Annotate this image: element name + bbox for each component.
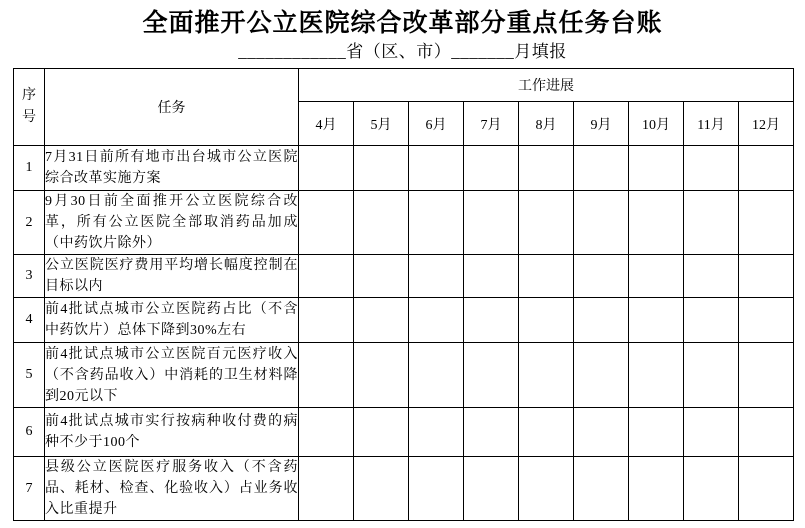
progress-cell bbox=[354, 298, 409, 343]
progress-cell bbox=[409, 457, 464, 521]
header-month-jul: 7月 bbox=[464, 102, 519, 146]
header-serial-number bbox=[14, 69, 45, 146]
task-cell: 9月30日前全面推开公立医院综合改革，所有公立医院全部取消药品加成（中药饮片除外） bbox=[45, 191, 299, 255]
month-blank-line: _______ bbox=[451, 42, 515, 61]
header-month-jun: 6月 bbox=[409, 102, 464, 146]
header-month-apr: 4月 bbox=[299, 102, 354, 146]
progress-cell bbox=[739, 408, 794, 457]
progress-cell bbox=[299, 408, 354, 457]
progress-cell bbox=[519, 298, 574, 343]
province-label: 省（区、市） bbox=[346, 42, 452, 61]
progress-cell bbox=[464, 191, 519, 255]
progress-cell bbox=[739, 457, 794, 521]
task-cell: 前4批试点城市公立医院百元医疗收入（不含药品收入）中消耗的卫生材料降到20元以下 bbox=[45, 343, 299, 408]
progress-cell bbox=[299, 191, 354, 255]
progress-cell bbox=[739, 343, 794, 408]
task-cell: 前4批试点城市实行按病种收付费的病种不少于100个 bbox=[45, 408, 299, 457]
progress-cell bbox=[409, 298, 464, 343]
task-ledger-table bbox=[13, 68, 794, 521]
progress-cell bbox=[684, 191, 739, 255]
header-month-oct: 10月 bbox=[629, 102, 684, 146]
progress-cell bbox=[409, 343, 464, 408]
row-number: 2 bbox=[14, 191, 45, 255]
page-title: 全面推开公立医院综合改革部分重点任务台账 bbox=[142, 10, 663, 37]
header-task: 任务 bbox=[45, 69, 299, 146]
table-row bbox=[14, 191, 794, 255]
row-number: 6 bbox=[14, 408, 45, 457]
progress-cell bbox=[464, 255, 519, 298]
progress-cell bbox=[629, 255, 684, 298]
progress-cell bbox=[574, 146, 629, 191]
row-number: 7 bbox=[14, 457, 45, 521]
progress-cell bbox=[409, 146, 464, 191]
progress-cell bbox=[409, 191, 464, 255]
progress-cell bbox=[574, 191, 629, 255]
progress-cell bbox=[629, 146, 684, 191]
progress-cell bbox=[739, 298, 794, 343]
province-blank-line: ____________ bbox=[238, 42, 347, 61]
progress-cell bbox=[299, 298, 354, 343]
table-row bbox=[14, 343, 794, 408]
progress-cell bbox=[739, 146, 794, 191]
progress-cell bbox=[574, 343, 629, 408]
table-row bbox=[14, 146, 794, 191]
progress-cell bbox=[629, 191, 684, 255]
table-row bbox=[14, 457, 794, 521]
row-number: 4 bbox=[14, 298, 45, 343]
progress-cell bbox=[299, 457, 354, 521]
header-row-progress bbox=[14, 69, 794, 102]
progress-cell bbox=[464, 146, 519, 191]
progress-cell bbox=[354, 255, 409, 298]
progress-cell bbox=[739, 191, 794, 255]
progress-cell bbox=[354, 343, 409, 408]
progress-cell bbox=[629, 298, 684, 343]
progress-cell bbox=[519, 457, 574, 521]
header-month-dec: 12月 bbox=[739, 102, 794, 146]
progress-cell bbox=[684, 298, 739, 343]
table-row bbox=[14, 408, 794, 457]
progress-cell bbox=[299, 255, 354, 298]
progress-cell bbox=[409, 408, 464, 457]
progress-cell bbox=[629, 343, 684, 408]
progress-cell bbox=[684, 408, 739, 457]
table-row bbox=[14, 298, 794, 343]
header-month-aug: 8月 bbox=[519, 102, 574, 146]
task-cell: 7月31日前所有地市出台城市公立医院综合改革实施方案 bbox=[45, 146, 299, 191]
task-cell: 公立医院医疗费用平均增长幅度控制在目标以内 bbox=[45, 255, 299, 298]
header-month-nov: 11月 bbox=[684, 102, 739, 146]
task-cell: 县级公立医院医疗服务收入（不含药品、耗材、检查、化验收入）占业务收入比重提升 bbox=[45, 457, 299, 521]
row-number: 5 bbox=[14, 343, 45, 408]
header-work-progress: 工作进展 bbox=[299, 69, 794, 102]
header-month-may: 5月 bbox=[354, 102, 409, 146]
progress-cell bbox=[684, 343, 739, 408]
progress-cell bbox=[354, 457, 409, 521]
header-month-sep: 9月 bbox=[574, 102, 629, 146]
progress-cell bbox=[739, 255, 794, 298]
progress-cell bbox=[519, 343, 574, 408]
row-number: 3 bbox=[14, 255, 45, 298]
progress-cell bbox=[574, 408, 629, 457]
row-number: 1 bbox=[14, 146, 45, 191]
progress-cell bbox=[464, 408, 519, 457]
progress-cell bbox=[684, 146, 739, 191]
progress-cell bbox=[684, 457, 739, 521]
progress-cell bbox=[464, 457, 519, 521]
progress-cell bbox=[519, 146, 574, 191]
progress-cell bbox=[354, 408, 409, 457]
progress-cell bbox=[684, 255, 739, 298]
progress-cell bbox=[629, 457, 684, 521]
progress-cell bbox=[574, 298, 629, 343]
progress-cell bbox=[519, 255, 574, 298]
progress-cell bbox=[354, 191, 409, 255]
progress-cell bbox=[464, 343, 519, 408]
progress-cell bbox=[629, 408, 684, 457]
progress-cell bbox=[354, 146, 409, 191]
progress-cell bbox=[574, 255, 629, 298]
progress-cell bbox=[519, 191, 574, 255]
table-row bbox=[14, 255, 794, 298]
page-subtitle bbox=[0, 41, 805, 63]
progress-cell bbox=[299, 146, 354, 191]
progress-cell bbox=[299, 343, 354, 408]
task-cell: 前4批试点城市公立医院药占比（不含中药饮片）总体下降到30%左右 bbox=[45, 298, 299, 343]
progress-cell bbox=[574, 457, 629, 521]
progress-cell bbox=[519, 408, 574, 457]
progress-cell bbox=[464, 298, 519, 343]
serial-number-label: 序号 bbox=[22, 87, 36, 125]
progress-cell bbox=[409, 255, 464, 298]
month-label: 月填报 bbox=[514, 42, 567, 61]
